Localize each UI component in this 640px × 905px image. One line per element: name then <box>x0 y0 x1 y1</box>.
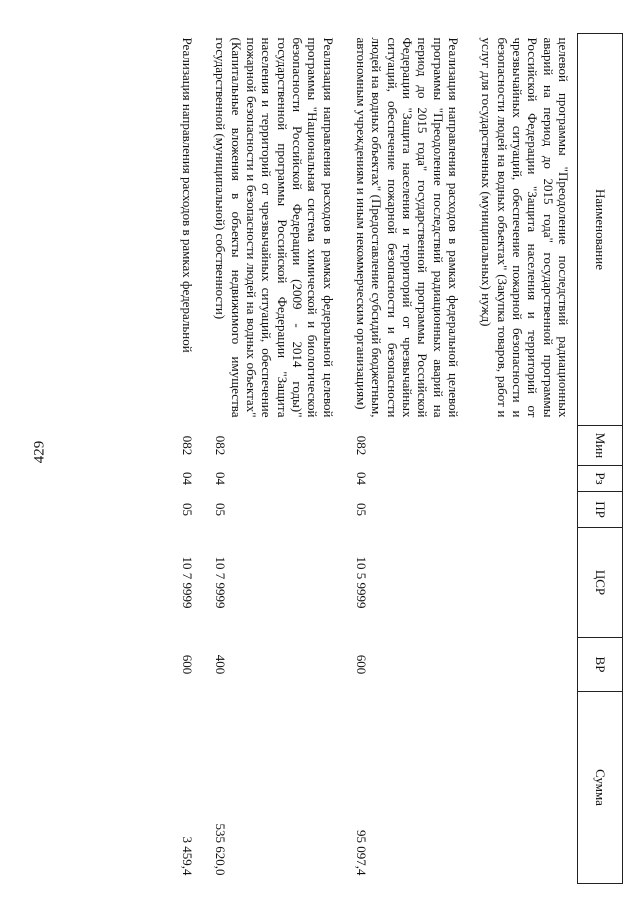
row-rz <box>475 466 577 492</box>
table-row <box>176 34 209 884</box>
row-csr: 10 7 9999 <box>213 556 229 609</box>
row-vr: 600 <box>354 654 370 675</box>
row-name: Реализация направления расходов в рамках федеральной <box>180 37 196 353</box>
page-number: 429 <box>31 440 48 464</box>
budget-table-container <box>75 33 623 883</box>
header-rz: Рз <box>578 466 623 492</box>
header-csr: ЦСР <box>578 528 623 638</box>
row-min: 082 <box>213 435 229 456</box>
header-sum: Сумма <box>578 692 623 884</box>
row-csr <box>475 528 577 638</box>
row-rz: 04 <box>354 472 370 485</box>
budget-table <box>176 33 623 884</box>
table-header-row <box>578 34 623 884</box>
row-csr: 10 5 9999 <box>354 556 370 609</box>
row-pr: 05 <box>354 503 370 516</box>
row-min: 082 <box>354 435 370 456</box>
row-vr: 400 <box>213 654 229 675</box>
header-vr: ВР <box>578 638 623 692</box>
header-pr: ПР <box>578 492 623 528</box>
row-pr: 05 <box>213 503 229 516</box>
row-rz: 04 <box>180 472 196 485</box>
row-csr: 10 7 9999 <box>180 556 196 609</box>
header-name: Наименование <box>578 34 623 426</box>
row-vr <box>475 638 577 692</box>
row-min: 082 <box>180 435 196 456</box>
row-vr: 600 <box>180 654 196 675</box>
row-sum: 95 097,4 <box>354 830 370 876</box>
row-name: целевой программы "Преодоление последствий радиационных аварий на период до 2015 года" государственной программы Российской Федерации "Защита населения и территорий от чрезвычайных ситуаций, обеспечение пожарной безопасности и безопасности людей на водных объектах" (Закупка товаров, работ и услуг для государственных (муниципальных) нужд) <box>479 37 571 418</box>
row-pr: 05 <box>180 503 196 516</box>
table-row <box>475 34 577 884</box>
row-pr <box>475 492 577 528</box>
table-row <box>350 34 475 884</box>
table-row <box>209 34 350 884</box>
row-name: Реализация направления расходов в рамках федеральной целевой программы "Национальная система химической и биологической безопасности Российской Федерации (2009 - 2014 годы)" государственной программы Российской Федерации "Защита населения и территорий от чрезвычайных ситуаций, обеспечение пожарной безопасности и безопасности людей на водных объектах" (Капитальные вложения в объекты недвижимого имущества государственной (муниципальной) собственности) <box>213 37 336 418</box>
row-name: Реализация направления расходов в рамках федеральной целевой программы "Преодоление последствий радиационных аварий на период до 2015 года" государственной программы Российской Федерации "Защита населения и территорий от чрезвычайных ситуаций, обеспечение пожарной безопасности и безопасности людей на водных объектах" (Предоставление субсидий бюджетным, автономным учреждениям и иным некоммерческим организациям) <box>354 37 462 418</box>
row-sum: 535 620,0 <box>213 823 229 876</box>
header-min: Мин <box>578 426 623 466</box>
row-min <box>475 426 577 466</box>
row-sum: 3 459,4 <box>180 836 196 876</box>
row-rz: 04 <box>213 472 229 485</box>
row-sum <box>475 692 577 884</box>
